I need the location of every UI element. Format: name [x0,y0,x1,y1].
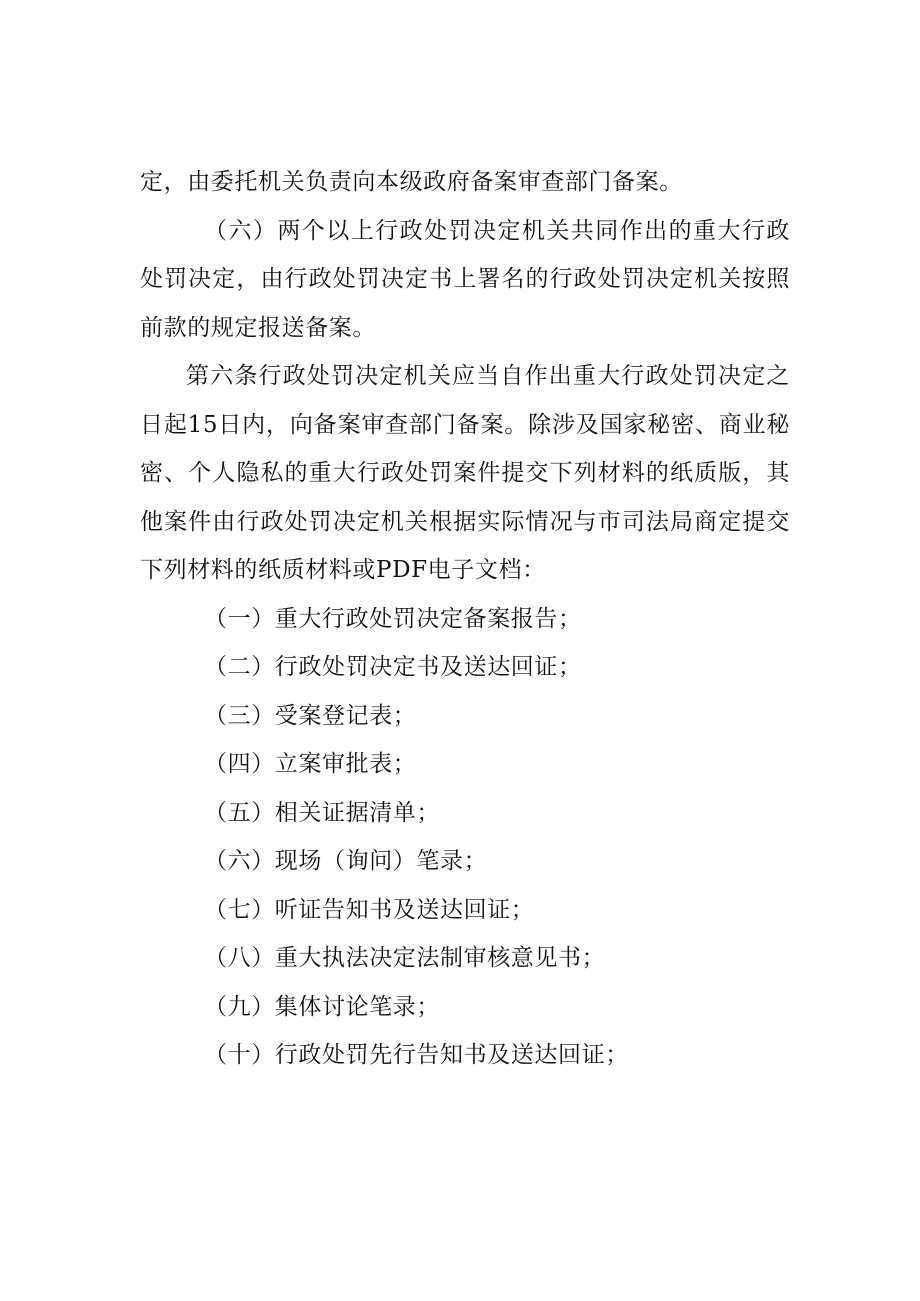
list-item: （八）重大执法决定法制审核意见书； [204,945,606,971]
list-item: （六）现场（询问）笔录； [204,848,488,874]
paragraph-continuation: 定，由委托机关负责向本级政府备案审查部门备案。 [140,169,683,195]
list-item: （一）重大行政处罚决定备案报告； [204,605,582,632]
list-item: （十）行政处罚先行告知书及送达回证； [204,1042,629,1068]
list-item: （三）受案登记表； [204,702,417,729]
paragraph-article-six: 第六条行政处罚决定机关应当自作出重大行政处罚决定之日起15日内，向备案审查部门备案。除涉及国家秘密、商业秘密、个人隐私的重大行政处罚案件提交下列材料的纸质版，其他案件由行政处罚决定机关根据实际情况与市司法局商定提交下列材料的纸质材料或PDF电子文档： [140,363,790,583]
list-item: （七）听证告知书及送达回证； [204,896,535,923]
list-item: （九）集体讨论笔录； [204,993,440,1020]
paragraph-clause-six: （六）两个以上行政处罚决定机关共同作出的重大行政处罚决定，由行政处罚决定书上署名的行政处罚决定机关按照前款的规定报送备案。 [140,217,790,341]
list-item: （二）行政处罚决定书及送达回证； [204,654,582,680]
list-item: （四）立案审批表； [204,751,417,777]
list-item: （五）相关证据清单； [204,799,440,826]
document-body [140,158,790,1080]
